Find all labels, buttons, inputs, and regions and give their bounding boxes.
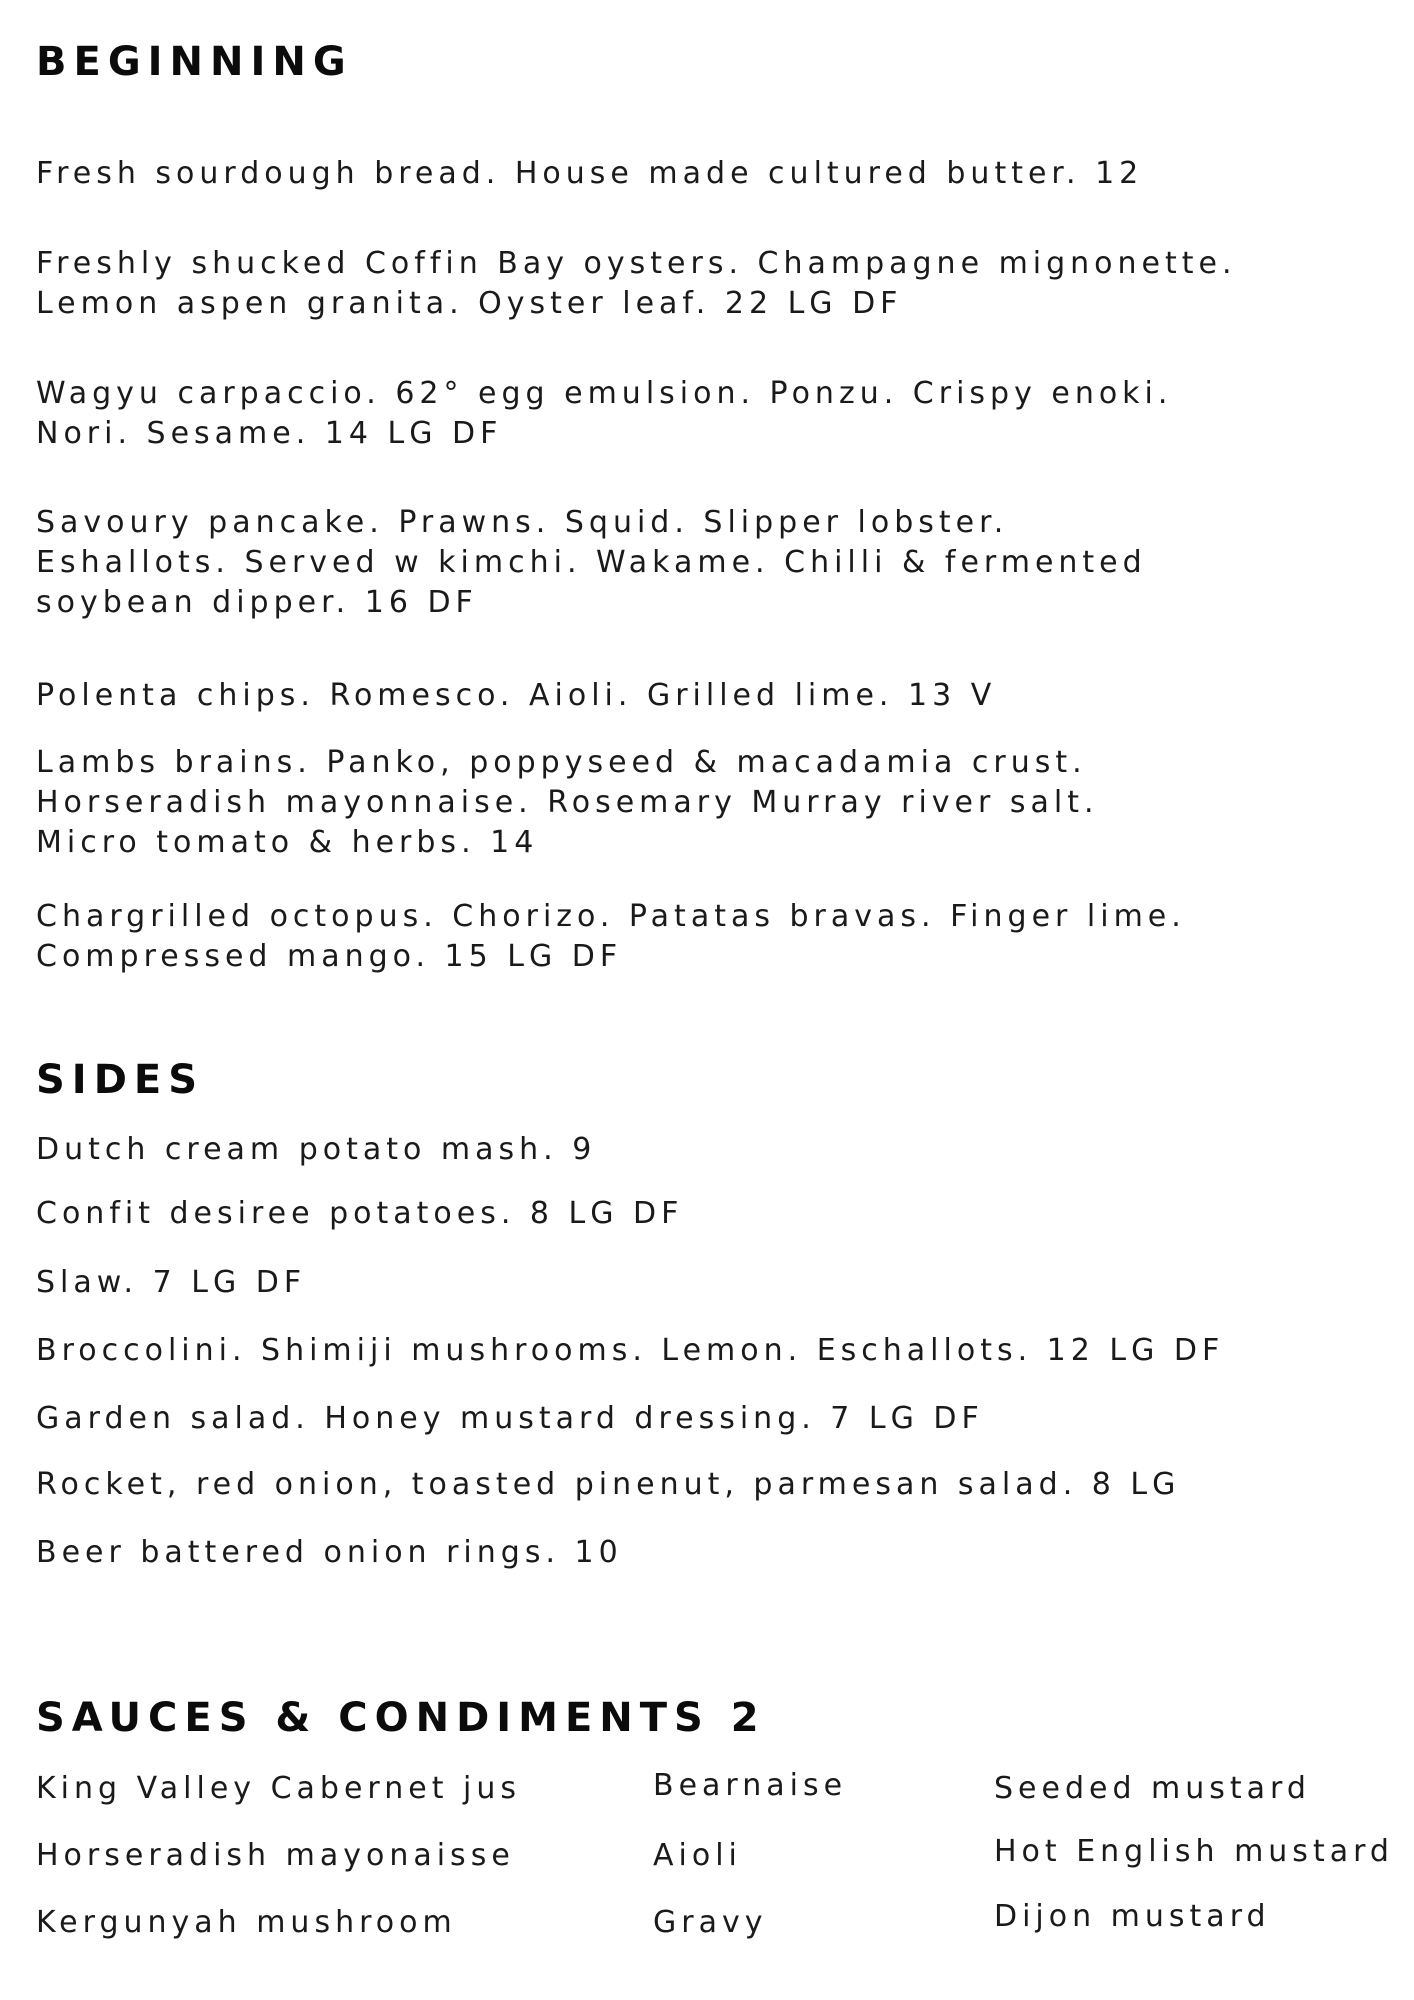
menu-item-line: Chargrilled octopus. Chorizo. Patatas bravas. Finger lime. <box>36 899 1186 934</box>
menu-item-octopus <box>36 897 1186 977</box>
menu-item-sourdough <box>36 154 1143 194</box>
menu-item-savoury-pancake <box>36 503 1147 623</box>
menu-item-line: Nori. Sesame. 14 LG DF <box>36 416 503 451</box>
sauce-item: Dijon mustard <box>994 1899 1271 1934</box>
sauce-item: Seeded mustard <box>994 1771 1311 1806</box>
side-item: Confit desiree potatoes. 8 LG DF <box>36 1196 684 1231</box>
side-item: Broccolini. Shimiji mushrooms. Lemon. Eschallots. 12 LG DF <box>36 1333 1225 1368</box>
menu-item-line: soybean dipper. 16 DF <box>36 585 478 620</box>
menu-item-oysters <box>36 244 1237 324</box>
side-item: Garden salad. Honey mustard dressing. 7 LG DF <box>36 1401 984 1436</box>
menu-item-line: Eshallots. Served w kimchi. Wakame. Chilli & fermented <box>36 545 1147 580</box>
sauces-heading: SAUCES & CONDIMENTS 2 <box>36 1695 766 1741</box>
side-item: Beer battered onion rings. 10 <box>36 1535 623 1570</box>
menu-item-line: Micro tomato & herbs. 14 <box>36 825 539 860</box>
menu-item-line: Polenta chips. Romesco. Aioli. Grilled lime. 13 V <box>36 678 997 713</box>
sauce-item: King Valley Cabernet jus <box>36 1771 521 1806</box>
menu-item-polenta-chips <box>36 676 996 716</box>
sauce-item: Kergunyah mushroom <box>36 1905 457 1940</box>
menu-item-line: Fresh sourdough bread. House made cultured butter. 12 <box>36 156 1144 191</box>
sauce-item: Horseradish mayonaisse <box>36 1838 515 1873</box>
sauce-item: Aioli <box>653 1838 742 1873</box>
menu-item-line: Lemon aspen granita. Oyster leaf. 22 LG DF <box>36 286 903 321</box>
sides-heading: SIDES <box>36 1057 205 1103</box>
menu-item-line: Lambs brains. Panko, poppyseed & macadamia crust. <box>36 745 1087 780</box>
sauce-item: Gravy <box>653 1905 768 1940</box>
menu-item-line: Horseradish mayonnaise. Rosemary Murray river salt. <box>36 785 1099 820</box>
menu-item-wagyu-carpaccio <box>36 374 1172 454</box>
menu-item-line: Compressed mango. 15 LG DF <box>36 939 623 974</box>
menu-item-line: Wagyu carpaccio. 62° egg emulsion. Ponzu. Crispy enoki. <box>36 376 1173 411</box>
side-item: Dutch cream potato mash. 9 <box>36 1132 597 1167</box>
sauce-item: Hot English mustard <box>994 1834 1394 1869</box>
side-item: Slaw. 7 LG DF <box>36 1265 307 1300</box>
menu-item-line: Freshly shucked Coffin Bay oysters. Champagne mignonette. <box>36 246 1237 281</box>
menu-item-lambs-brains <box>36 743 1099 863</box>
side-item: Rocket, red onion, toasted pinenut, parmesan salad. 8 LG <box>36 1467 1181 1502</box>
beginning-heading: BEGINNING <box>36 39 353 85</box>
sauce-item: Bearnaise <box>653 1768 848 1803</box>
menu-item-line: Savoury pancake. Prawns. Squid. Slipper lobster. <box>36 505 1009 540</box>
